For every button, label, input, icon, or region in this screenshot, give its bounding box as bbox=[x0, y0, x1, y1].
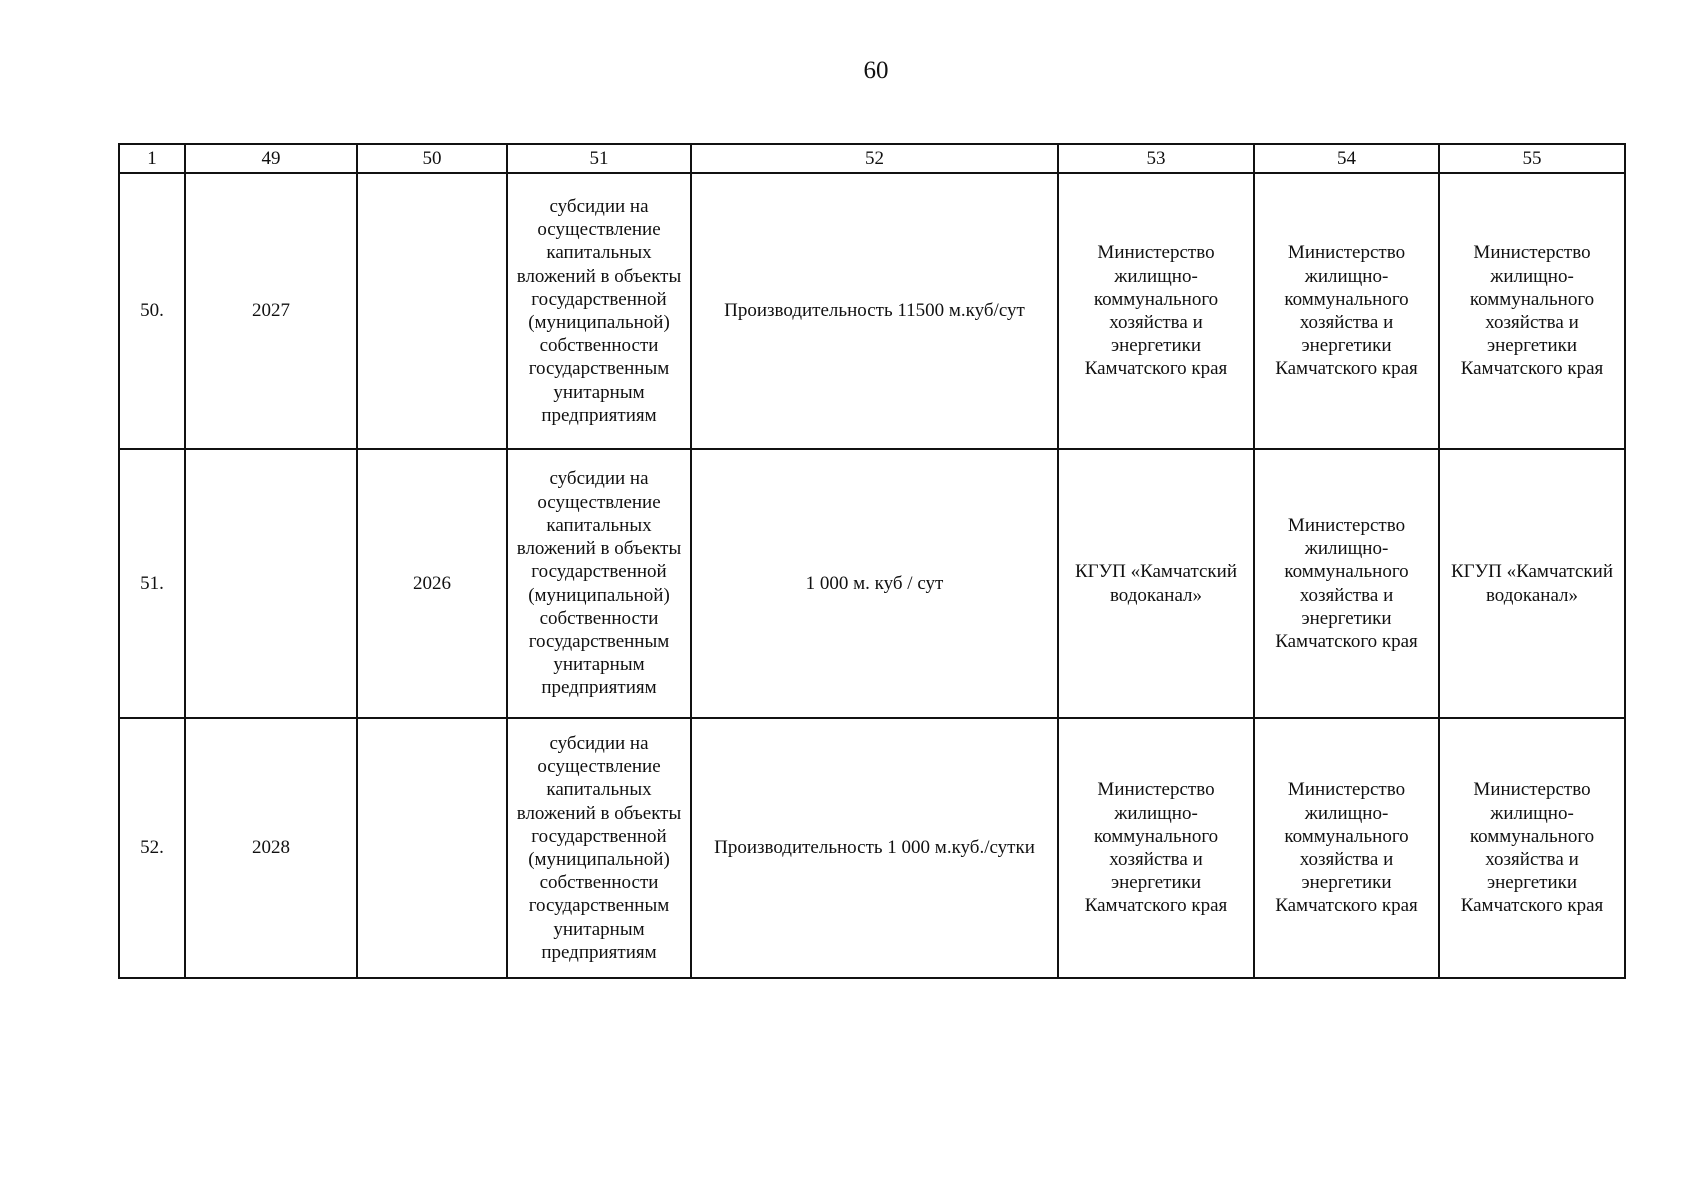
cell-col-51: субсидии на осуществление капитальных вложений в объекты государственной (муниципальной) собственности государственным унитарным предприятиям bbox=[507, 173, 691, 449]
cell-col-53: Министерство жилищно- коммунального хозяйства и энергетики Камчатского края bbox=[1058, 718, 1254, 978]
cell-col-49: 2027 bbox=[185, 173, 357, 449]
cell-col-52: 1 000 м. куб / сут bbox=[691, 449, 1058, 718]
header-cell: 52 bbox=[691, 144, 1058, 173]
header-cell: 54 bbox=[1254, 144, 1439, 173]
cell-col-55: Министерство жилищно- коммунального хозяйства и энергетики Камчатского края bbox=[1439, 173, 1625, 449]
cell-col-49: 2028 bbox=[185, 718, 357, 978]
header-cell: 53 bbox=[1058, 144, 1254, 173]
header-cell: 49 bbox=[185, 144, 357, 173]
row-number-cell: 52. bbox=[119, 718, 185, 978]
table-row bbox=[119, 718, 1625, 978]
header-cell: 50 bbox=[357, 144, 507, 173]
cell-col-50 bbox=[357, 173, 507, 449]
table-row bbox=[119, 173, 1625, 449]
cell-col-51: субсидии на осуществление капитальных вложений в объекты государственной (муниципальной) собственности государственным унитарным предприятиям bbox=[507, 718, 691, 978]
data-table bbox=[118, 143, 1626, 979]
cell-col-52: Производительность 11500 м.куб/сут bbox=[691, 173, 1058, 449]
table-header-row bbox=[119, 144, 1625, 173]
page-number: 60 bbox=[863, 57, 889, 84]
cell-col-54: Министерство жилищно- коммунального хозяйства и энергетики Камчатского края bbox=[1254, 449, 1439, 718]
cell-col-54: Министерство жилищно- коммунального хозяйства и энергетики Камчатского края bbox=[1254, 173, 1439, 449]
header-cell: 1 bbox=[119, 144, 185, 173]
header-cell: 51 bbox=[507, 144, 691, 173]
cell-col-50: 2026 bbox=[357, 449, 507, 718]
cell-col-54: Министерство жилищно- коммунального хозяйства и энергетики Камчатского края bbox=[1254, 718, 1439, 978]
cell-col-51: субсидии на осуществление капитальных вложений в объекты государственной (муниципальной) собственности государственным унитарным предприятиям bbox=[507, 449, 691, 718]
row-number-cell: 51. bbox=[119, 449, 185, 718]
row-number-cell: 50. bbox=[119, 173, 185, 449]
cell-col-55: Министерство жилищно- коммунального хозяйства и энергетики Камчатского края bbox=[1439, 718, 1625, 978]
cell-col-53: Министерство жилищно- коммунального хозяйства и энергетики Камчатского края bbox=[1058, 173, 1254, 449]
table-row bbox=[119, 449, 1625, 718]
cell-col-55: КГУП «Камчатский водоканал» bbox=[1439, 449, 1625, 718]
cell-col-53: КГУП «Камчатский водоканал» bbox=[1058, 449, 1254, 718]
header-cell: 55 bbox=[1439, 144, 1625, 173]
cell-col-50 bbox=[357, 718, 507, 978]
cell-col-49 bbox=[185, 449, 357, 718]
cell-col-52: Производительность 1 000 м.куб./сутки bbox=[691, 718, 1058, 978]
